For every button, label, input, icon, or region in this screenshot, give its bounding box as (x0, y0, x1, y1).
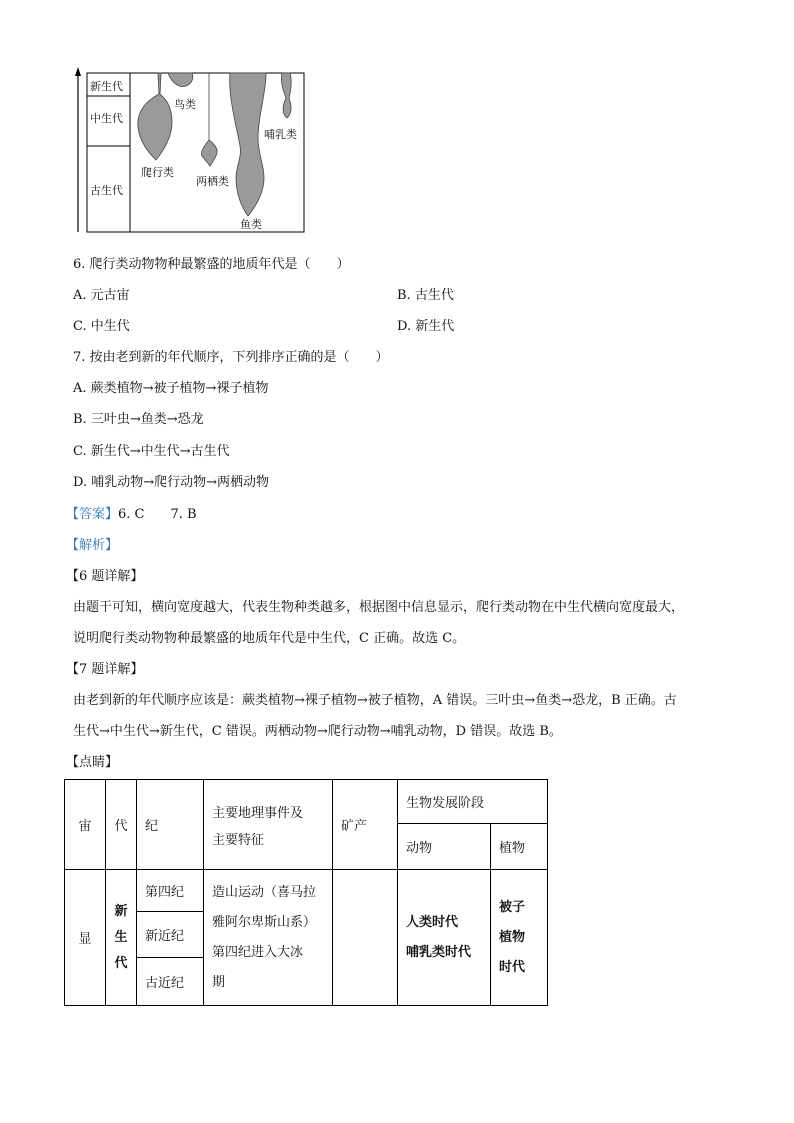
cell-events-line3: 第四纪进入大冰 (212, 944, 304, 960)
cell-animal (398, 870, 491, 1006)
header-events-line2: 主要特征 (212, 832, 265, 848)
q6-option-a: A. 元古宙 (73, 288, 130, 303)
cell-plant-line3: 时代 (499, 959, 526, 975)
cell-events-line2: 雅阿尔卑斯山系） (212, 914, 317, 930)
detail6-line1: 由题干可知，横向宽度越大，代表生物种类越多，根据图中信息显示，爬行类动物在中生代横向宽度最大， (73, 600, 685, 615)
answer-line (66, 506, 197, 524)
detail6-tag: 【6 题详解】 (66, 569, 144, 584)
header-plant: 植物 (491, 824, 548, 870)
era-label-mesozoic: 中生代 (90, 112, 123, 125)
cell-mineral (333, 870, 398, 1006)
header-mineral: 矿产 (333, 780, 398, 870)
cell-period-quaternary: 第四纪 (137, 870, 204, 912)
cell-animal-line2: 哺乳类时代 (406, 944, 472, 960)
cell-era-char1: 新 (114, 903, 128, 919)
cell-events-line4: 期 (212, 974, 226, 990)
cell-events (204, 870, 333, 1006)
detail7-tag: 【7 题详解】 (66, 662, 144, 677)
answer-text: 6. C 7. B (118, 507, 197, 522)
era-label-paleozoic: 古生代 (90, 184, 123, 197)
cell-animal-line1: 人类时代 (406, 914, 459, 930)
era-label-cenozoic: 新生代 (90, 80, 123, 93)
detail7-line1: 由老到新的年代顺序应该是：蕨类植物→裸子植物→被子植物，A 错误。三叶虫→鱼类→恐龙，B 正确。古 (73, 693, 677, 708)
cell-plant-line2: 植物 (499, 929, 526, 945)
q7-option-d: D. 哺乳动物→爬行动物→两栖动物 (73, 475, 270, 490)
geologic-time-table (64, 779, 548, 1006)
cell-events-line1: 造山运动（喜马拉 (212, 884, 317, 900)
header-events-line1: 主要地理事件及 (212, 805, 304, 821)
cell-eon: 显 (65, 870, 106, 1006)
cell-period-neogene: 新近纪 (137, 912, 204, 958)
cell-plant (491, 870, 548, 1006)
q7-option-a: A. 蕨类植物→被子植物→裸子植物 (73, 381, 269, 396)
cell-plant-line1: 被子 (499, 899, 526, 915)
header-period: 纪 (137, 780, 204, 870)
cell-era-char2: 生 (114, 929, 128, 945)
cell-era-char3: 代 (114, 955, 128, 971)
header-eon: 宙 (65, 780, 106, 870)
header-animal: 动物 (398, 824, 491, 870)
tip-tag: 【点睛】 (66, 755, 119, 770)
cell-period-paleogene: 古近纪 (137, 958, 204, 1006)
q6-option-b: B. 古生代 (397, 288, 454, 303)
evolution-figure (68, 66, 308, 236)
q7-option-b: B. 三叶虫→鱼类→恐龙 (73, 412, 204, 427)
label-mammals: 哺乳类 (264, 128, 297, 141)
answer-tag: 【答案】 (66, 507, 119, 522)
q7-option-c: C. 新生代→中生代→古生代 (73, 444, 230, 459)
analysis-tag: 【解析】 (66, 538, 119, 553)
q7-stem: 7. 按由老到新的年代顺序，下列排序正确的是（ ） (73, 350, 389, 365)
label-reptiles: 爬行类 (141, 166, 174, 179)
header-era: 代 (106, 780, 137, 870)
q6-option-c: C. 中生代 (73, 319, 130, 334)
label-birds: 鸟类 (174, 98, 196, 111)
q6-option-d: D. 新生代 (397, 319, 455, 334)
detail6-line2: 说明爬行类动物物种最繁盛的地质年代是中生代，C 正确。故选 C。 (73, 631, 466, 646)
header-events (204, 780, 333, 870)
q6-stem: 6. 爬行类动物物种最繁盛的地质年代是（ ） (73, 257, 350, 272)
cell-era (106, 870, 137, 1006)
label-amphibians: 两栖类 (196, 175, 229, 188)
header-bio: 生物发展阶段 (398, 780, 548, 824)
detail7-line2: 生代→中生代→新生代，C 错误。两栖动物→爬行动物→哺乳动物，D 错误。故选 B。 (73, 724, 562, 739)
label-fish: 鱼类 (240, 218, 262, 231)
